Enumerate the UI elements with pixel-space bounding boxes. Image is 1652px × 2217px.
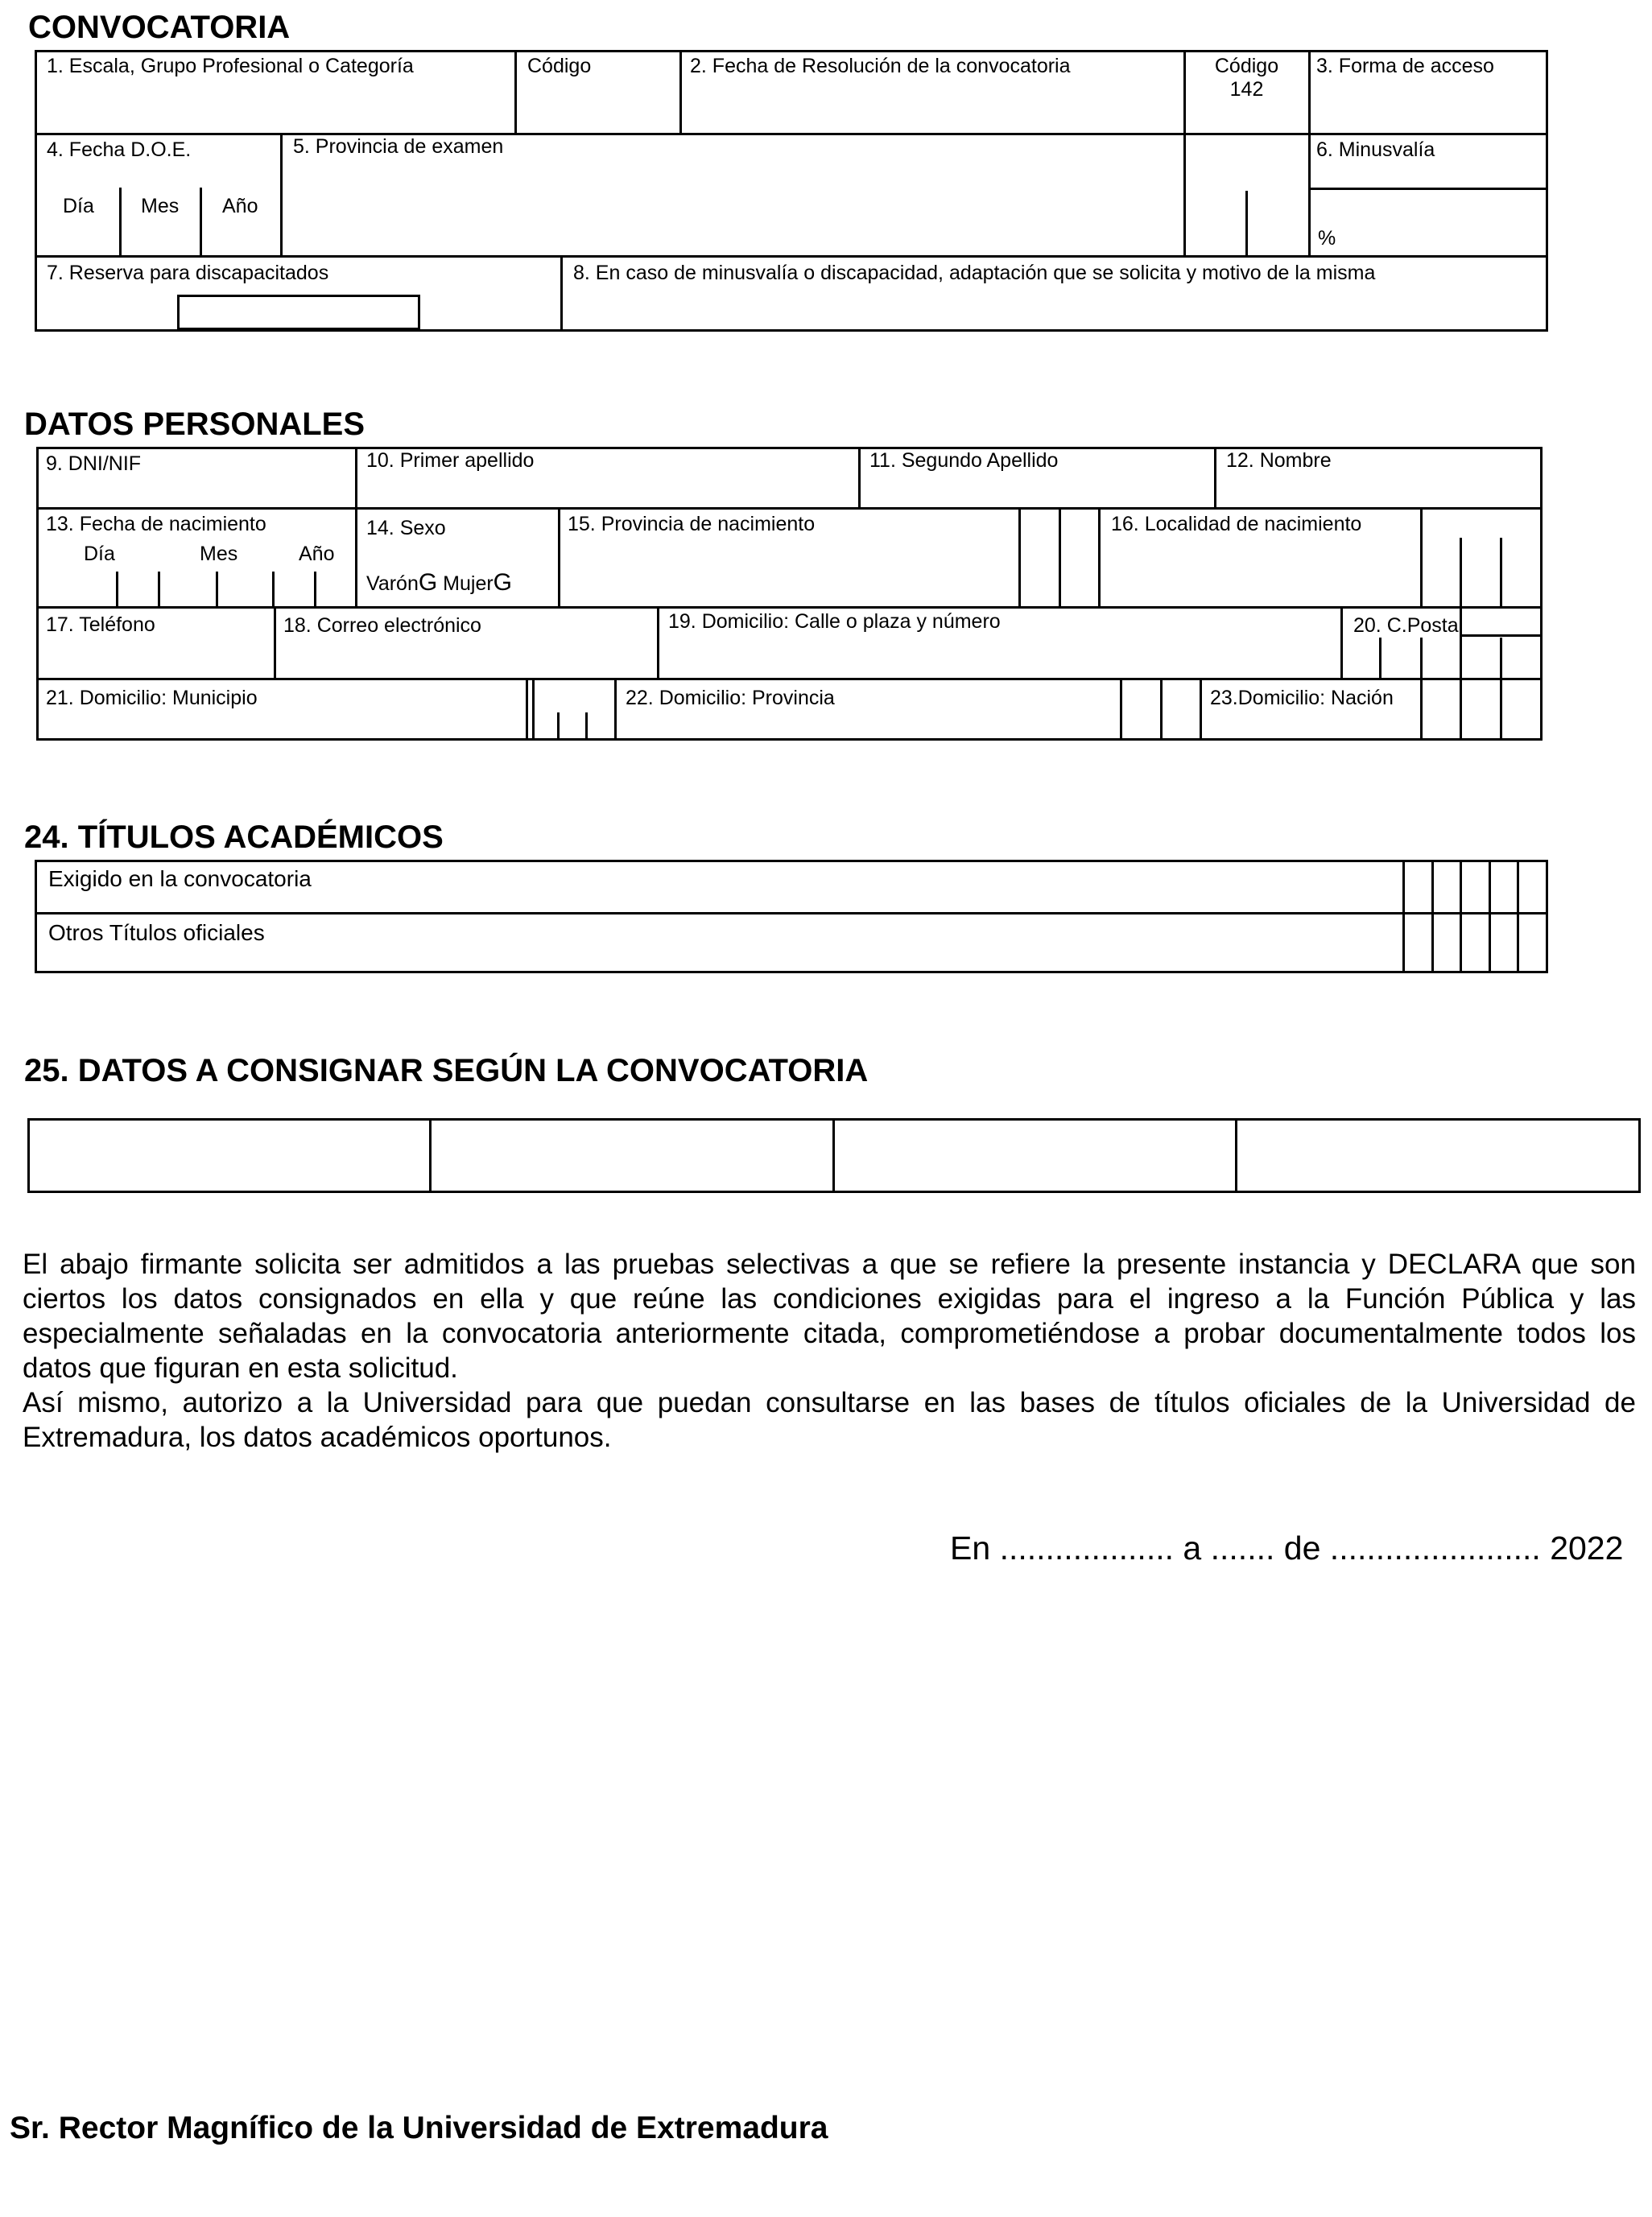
label-reserva: 7. Reserva para discapacitados	[47, 262, 329, 284]
tick	[585, 712, 588, 741]
dato-consignar-input-1[interactable]	[30, 1121, 427, 1191]
label-mes: Mes	[200, 543, 238, 565]
label-codigo: Código	[1214, 55, 1279, 77]
label-a: a	[1183, 1530, 1202, 1567]
label-varon: Varón	[366, 572, 419, 595]
label-dia: Día	[63, 195, 94, 217]
divider	[1420, 507, 1423, 607]
fecha-resolucion-input[interactable]	[682, 81, 1181, 130]
divider	[1120, 678, 1122, 741]
label-provincia-nacimiento: 15. Provincia de nacimiento	[568, 513, 816, 535]
divider	[1059, 507, 1061, 607]
declaracion-text	[23, 1247, 1636, 1455]
fecha-nacimiento-input[interactable]	[39, 573, 353, 604]
label-sexo: 14. Sexo	[366, 517, 446, 539]
divider	[36, 678, 1543, 680]
divider	[832, 1118, 835, 1193]
titulo-exigido-input[interactable]	[322, 862, 1401, 910]
label-fecha-resolucion: 2. Fecha de Resolución de la convocatoria	[690, 55, 1071, 77]
label-domicilio-calle: 19. Domicilio: Calle o plaza y número	[668, 610, 1001, 633]
label-anio: Año	[222, 195, 258, 217]
divider	[1402, 860, 1405, 973]
label-nacion: 23.Domicilio: Nación	[1210, 687, 1394, 709]
label-adaptacion: 8. En caso de minusvalía o discapacidad, adaptación que se solicita y motivo de la misma	[573, 262, 1376, 284]
label-segundo-apellido: 11. Segundo Apellido	[869, 449, 1059, 472]
divider	[1160, 678, 1163, 741]
adaptacion-input[interactable]	[563, 290, 1546, 329]
destinatario: Sr. Rector Magnífico de la Universidad de Extremadura	[10, 2111, 828, 2145]
divider	[429, 1118, 432, 1193]
label-otros-titulos: Otros Títulos oficiales	[48, 920, 265, 945]
localidad-nacimiento-input[interactable]	[1101, 541, 1418, 604]
municipio-input[interactable]	[39, 713, 523, 739]
codigo-postal-input[interactable]	[1343, 641, 1458, 676]
forma-acceso-input[interactable]	[1311, 81, 1546, 130]
codigo-value: 142	[1229, 78, 1264, 101]
year: 2022	[1550, 1530, 1624, 1567]
declaracion-paragraph: El abajo firmante solicita ser admitidos a las pruebas selectivas a que se refiere la presente instancia y DECLARA que son ciertos los datos consignados en ella y que reúne las condiciones exigidas para el ingreso a la Función Pública y las especialmente señaladas en la convocatoria anteriormente citada, comprometiéndose a probar documentalmente todos los datos que figuran en esta solicitud.	[23, 1249, 1636, 1384]
label-mujer: Mujer	[443, 572, 494, 595]
label-provincia-examen: 5. Provincia de examen	[293, 135, 504, 158]
escala-input[interactable]	[37, 81, 512, 130]
divider	[1460, 860, 1462, 973]
lugar-dots[interactable]: ...................	[999, 1530, 1174, 1567]
label-fecha-doe: 4. Fecha D.O.E.	[47, 138, 192, 161]
lugar-fecha-line	[950, 1530, 1623, 1567]
provincia-input[interactable]	[617, 713, 1117, 739]
divider	[35, 255, 1548, 258]
dni-input[interactable]	[39, 480, 353, 506]
label-codigo: Código	[527, 55, 592, 77]
label-minusvalia: 6. Minusvalía	[1316, 138, 1435, 161]
divider	[526, 678, 528, 741]
divider	[1460, 678, 1462, 741]
label-en: En	[950, 1530, 991, 1567]
label-mes: Mes	[141, 195, 180, 217]
label-titulo-exigido: Exigido en la convocatoria	[48, 866, 312, 891]
divider	[1018, 507, 1021, 607]
dato-consignar-input-3[interactable]	[836, 1121, 1233, 1191]
divider	[1489, 860, 1491, 973]
label-correo: 18. Correo electrónico	[283, 614, 481, 637]
divider	[36, 606, 1543, 609]
section-title-titulos: 24. TÍTULOS ACADÉMICOS	[24, 820, 444, 855]
nacion-input[interactable]	[1202, 713, 1418, 739]
label-municipio: 21. Domicilio: Municipio	[46, 687, 258, 709]
correo-input[interactable]	[276, 641, 655, 676]
label-dia: Día	[84, 543, 115, 565]
divider	[1500, 678, 1502, 741]
otros-titulos-input[interactable]	[322, 914, 1401, 971]
divider	[1460, 634, 1543, 637]
label-codigo-postal: 20. C.Postal	[1353, 614, 1464, 637]
tick	[1460, 538, 1462, 607]
primer-apellido-input[interactable]	[357, 477, 856, 506]
segundo-apellido-input[interactable]	[861, 477, 1212, 506]
divider	[35, 133, 1548, 135]
mes-dots[interactable]: .......................	[1329, 1530, 1541, 1567]
label-anio: Año	[299, 543, 335, 565]
label-localidad-nacimiento: 16. Localidad de nacimiento	[1111, 513, 1362, 535]
tick	[557, 712, 560, 741]
varon-checkbox[interactable]: G	[418, 569, 438, 596]
divider	[355, 507, 357, 607]
label-provincia: 22. Domicilio: Provincia	[626, 687, 835, 709]
section-title-convocatoria: CONVOCATORIA	[28, 10, 291, 45]
label-nombre: 12. Nombre	[1226, 449, 1332, 472]
provincia-nacimiento-input[interactable]	[560, 541, 1016, 604]
section-title-datos-personales: DATOS PERSONALES	[24, 407, 366, 442]
dato-consignar-input-2[interactable]	[432, 1121, 830, 1191]
label-escala: 1. Escala, Grupo Profesional o Categoría	[47, 55, 414, 77]
provincia-examen-input[interactable]	[283, 161, 1181, 253]
divider	[1517, 860, 1519, 973]
dia-dots[interactable]: .......	[1210, 1530, 1275, 1567]
mujer-checkbox[interactable]: G	[493, 569, 513, 596]
telefono-input[interactable]	[39, 641, 271, 676]
label-telefono: 17. Teléfono	[46, 613, 155, 636]
fecha-doe-input[interactable]	[37, 221, 278, 254]
divider	[1235, 1118, 1237, 1193]
autorizacion-paragraph: Así mismo, autorizo a la Universidad para que puedan consultarse en las bases de títulos oficiales de la Universidad de Extremadura, los datos académicos oportunos.	[23, 1387, 1636, 1453]
label-fecha-nacimiento: 13. Fecha de nacimiento	[46, 513, 266, 535]
dato-consignar-input-4[interactable]	[1238, 1121, 1638, 1191]
minusvalia-input[interactable]	[1311, 190, 1546, 225]
reserva-input-box[interactable]	[177, 295, 420, 330]
label-dni: 9. DNI/NIF	[46, 452, 142, 475]
label-de: de	[1283, 1530, 1321, 1567]
domicilio-calle-input[interactable]	[659, 638, 1338, 676]
tick	[1500, 538, 1502, 607]
sexo-options	[366, 569, 512, 597]
label-percent: %	[1318, 227, 1336, 250]
divider	[532, 678, 535, 741]
divider	[36, 507, 1543, 510]
label-forma-acceso: 3. Forma de acceso	[1316, 55, 1494, 77]
section-title-datos-consignar: 25. DATOS A CONSIGNAR SEGÚN LA CONVOCATORIA	[24, 1053, 869, 1088]
codigo-input[interactable]	[517, 81, 677, 130]
divider	[1420, 678, 1423, 741]
tick	[1500, 638, 1502, 678]
label-primer-apellido: 10. Primer apellido	[366, 449, 535, 472]
tick	[1245, 191, 1248, 255]
nombre-input[interactable]	[1216, 477, 1540, 506]
divider	[1431, 860, 1434, 973]
